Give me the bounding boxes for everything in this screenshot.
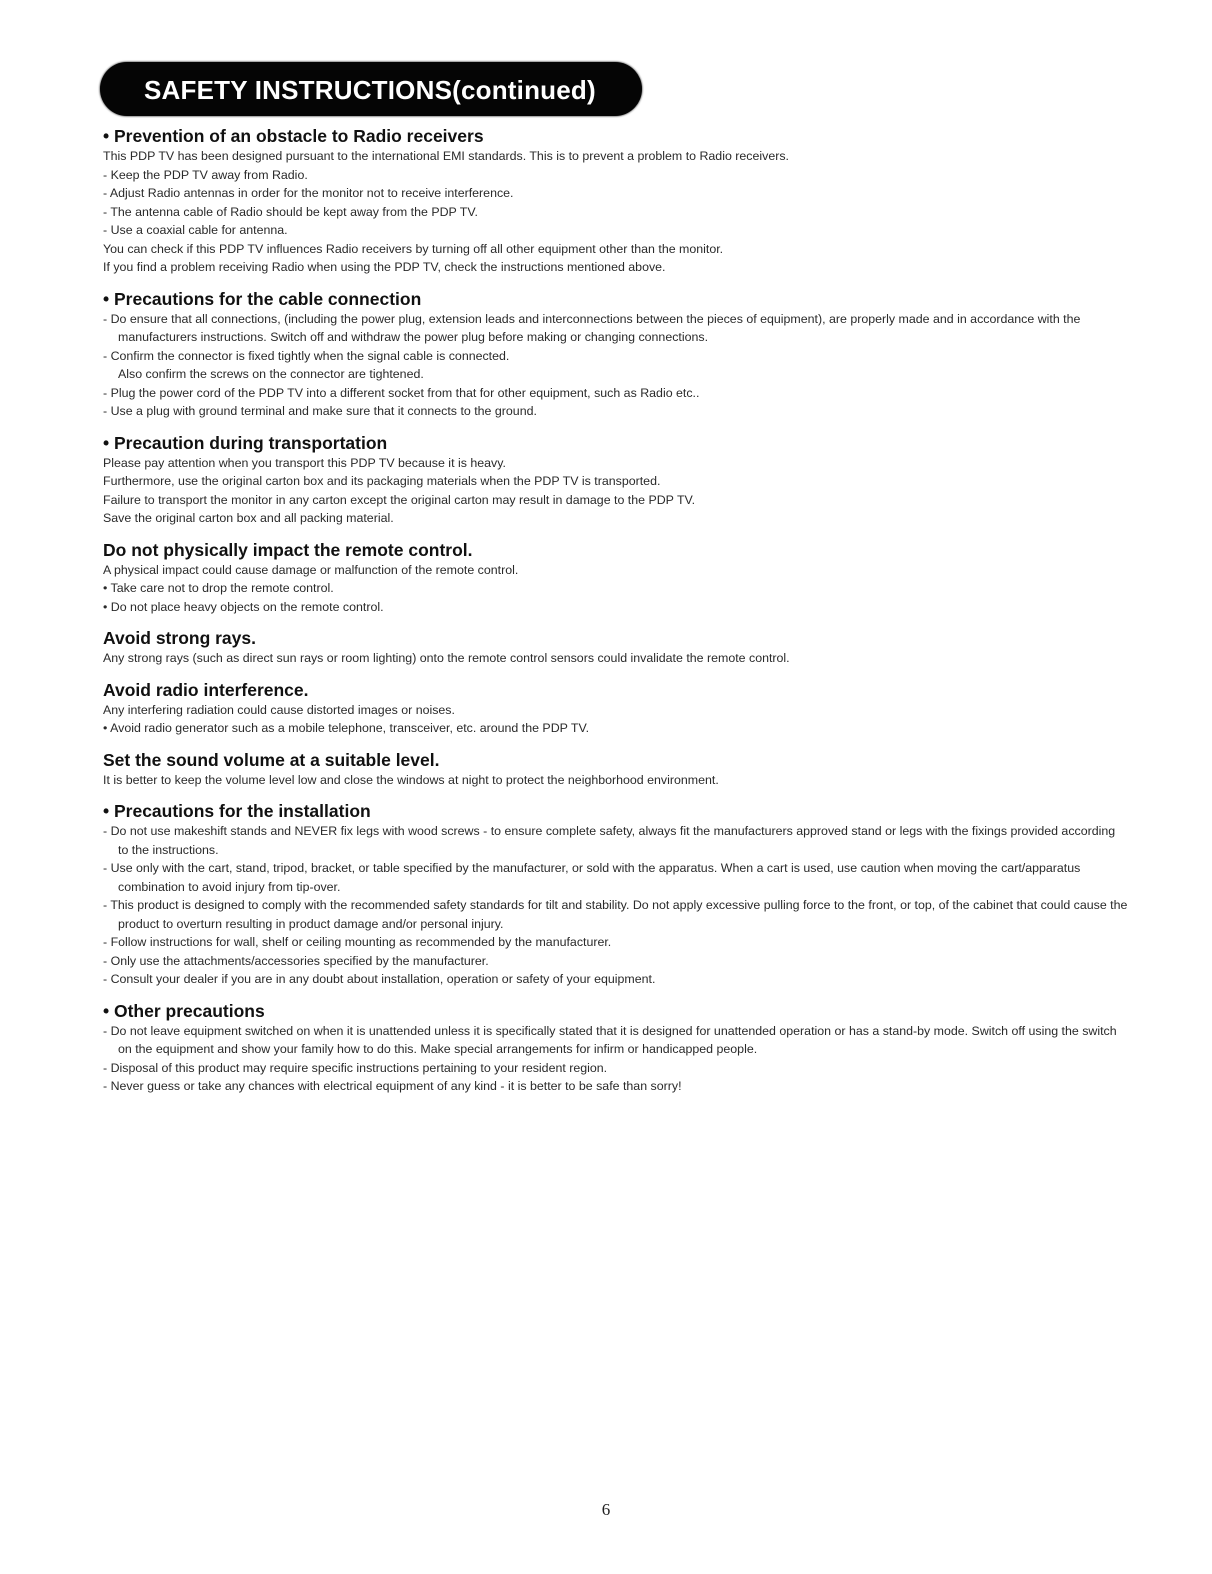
section-line: • Avoid radio generator such as a mobile telephone, transceiver, etc. around the PDP TV. (103, 721, 590, 735)
section-radio-interference (103, 680, 1123, 738)
section-other-precautions (103, 1001, 1123, 1096)
section-heading: Avoid strong rays. (103, 628, 256, 648)
section-line: • Take care not to drop the remote control. (103, 581, 334, 595)
section-line: - Confirm the connector is fixed tightly when the signal cable is connected. (103, 348, 510, 363)
section-line: Save the original carton box and all packing material. (103, 511, 394, 525)
section-line: Any strong rays (such as direct sun rays or room lighting) onto the remote control sensors could invalidate the remote control. (103, 651, 790, 665)
section-line: - Do not leave equipment switched on when it is unattended unless it is specifically stated that it is designed for unattended operation or has a stand-by mode. Switch off using the switch on the equipment and show your family how to do this. Make special arrangements for infirm or handicapped people. (103, 1023, 1117, 1056)
section-line: - Use only with the cart, stand, tripod, bracket, or table specified by the manufacturer, or sold with the apparatus. When a cart is used, use caution when moving the cart/apparatus combination to avoid injury from tip-over. (103, 861, 1081, 894)
section-line: - Do ensure that all connections, (including the power plug, extension leads and interconnections between the pieces of equipment), are properly made and in accordance with the manufacturers instructions. Switch off and withdraw the power plug before making or changing connections. (103, 311, 1081, 344)
section-line: - Adjust Radio antennas in order for the monitor not to receive interference. (103, 186, 514, 200)
section-line: Furthermore, use the original carton box and its packaging materials when the PDP TV is transported. (103, 474, 661, 488)
section-line: - Do not use makeshift stands and NEVER fix legs with wood screws - to ensure complete safety, always fit the manufacturers approved stand or legs with the fixings provided according to the instructions. (103, 824, 1116, 857)
section-line: - Consult your dealer if you are in any doubt about installation, operation or safety of your equipment. (103, 972, 656, 986)
section-line: Also confirm the screws on the connector are tightened. (118, 367, 424, 381)
section-heading: • Other precautions (103, 1000, 265, 1021)
section-line: - Use a coaxial cable for antenna. (103, 223, 288, 237)
section-line: Please pay attention when you transport this PDP TV because it is heavy. (103, 455, 506, 470)
section-line: - Plug the power cord of the PDP TV into a different socket from that for other equipment, such as Radio etc.. (103, 385, 700, 400)
section-radio-receivers (103, 126, 1123, 277)
section-line: - Follow instructions for wall, shelf or ceiling mounting as recommended by the manufacturer. (103, 935, 612, 949)
section-remote-impact (103, 540, 1123, 617)
section-heading: • Prevention of an obstacle to Radio receivers (103, 126, 484, 146)
section-heading: • Precautions for the cable connection (103, 288, 422, 309)
section-heading: Avoid radio interference. (103, 679, 309, 700)
section-line: This PDP TV has been designed pursuant to the international EMI standards. This is to prevent a problem to Radio receivers. (103, 149, 789, 163)
section-heading: • Precaution during transportation (103, 432, 388, 453)
section-installation (103, 801, 1128, 989)
section-line: - The antenna cable of Radio should be kept away from the PDP TV. (103, 204, 478, 219)
page-number: 6 (601, 1500, 611, 1519)
section-sound-volume (103, 750, 1123, 790)
section-line: Failure to transport the monitor in any carton except the original carton may result in damage to the PDP TV. (103, 492, 696, 507)
instructions-body (103, 126, 1128, 1108)
section-line: - This product is designed to comply with the recommended safety standards for tilt and stability. Do not apply excessive pulling force to the front, or top, of the cabinet that could cause the product to overturn resulting in product damage and/or personal injury. (103, 898, 1128, 931)
title-banner (100, 62, 642, 116)
section-line: - Only use the attachments/accessories specified by the manufacturer. (103, 953, 489, 968)
section-cable-connection (103, 289, 1123, 421)
section-line: If you find a problem receiving Radio when using the PDP TV, check the instructions mentioned above. (103, 260, 666, 274)
section-line: A physical impact could cause damage or malfunction of the remote control. (103, 562, 519, 577)
section-transportation (103, 433, 1123, 528)
section-heading: • Precautions for the installation (103, 801, 371, 821)
page-title: SAFETY INSTRUCTIONS(continued) (144, 75, 596, 105)
section-heading: Do not physically impact the remote control. (103, 539, 473, 560)
section-strong-rays (103, 628, 1123, 668)
section-line: You can check if this PDP TV influences Radio receivers by turning off all other equipment other than the monitor. (103, 241, 724, 256)
section-line: • Do not place heavy objects on the remote control. (103, 599, 384, 614)
section-line: Any interfering radiation could cause distorted images or noises. (103, 702, 455, 717)
section-line: - Never guess or take any chances with electrical equipment of any kind - it is better to be safe than sorry! (103, 1079, 682, 1093)
section-line: - Use a plug with ground terminal and make sure that it connects to the ground. (103, 404, 537, 418)
section-heading: Set the sound volume at a suitable level. (103, 749, 440, 770)
section-line: It is better to keep the volume level low and close the windows at night to protect the neighborhood environment. (103, 772, 719, 787)
section-line: - Disposal of this product may require specific instructions pertaining to your resident region. (103, 1060, 608, 1075)
section-line: - Keep the PDP TV away from Radio. (103, 167, 308, 182)
